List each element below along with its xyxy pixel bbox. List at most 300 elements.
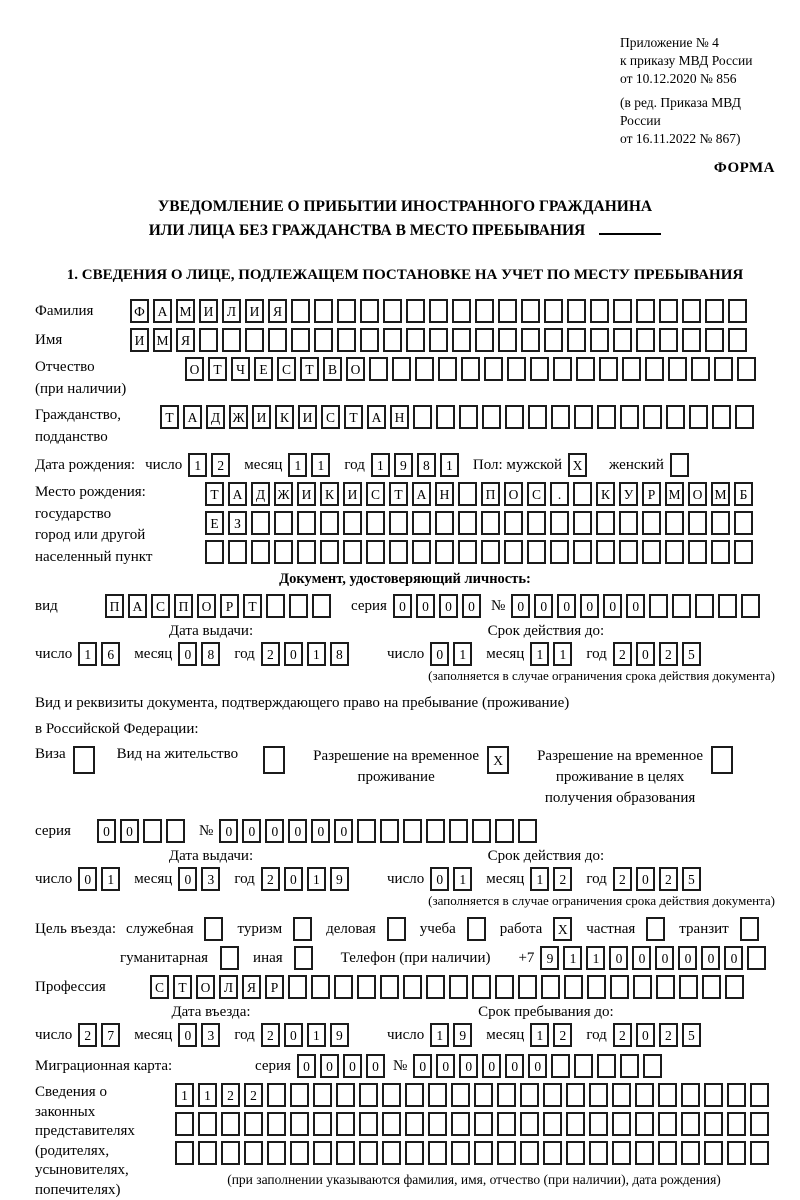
- cell-box[interactable]: [251, 511, 270, 535]
- cell-box[interactable]: [589, 1141, 608, 1165]
- cell-box[interactable]: [527, 540, 546, 564]
- cell-box[interactable]: [429, 328, 448, 352]
- cell-box[interactable]: Т: [205, 482, 224, 506]
- cell-box[interactable]: 0: [557, 594, 576, 618]
- cell-box[interactable]: Р: [265, 975, 284, 999]
- cell-box[interactable]: О: [196, 975, 215, 999]
- surname-field[interactable]: [130, 299, 751, 323]
- cell-box[interactable]: [681, 1083, 700, 1107]
- cell-box[interactable]: 1: [307, 867, 326, 891]
- cell-box[interactable]: [228, 540, 247, 564]
- cell-box[interactable]: [405, 1112, 424, 1136]
- birth-place-field-row3[interactable]: [205, 540, 757, 564]
- cell-box[interactable]: [642, 511, 661, 535]
- cell-box[interactable]: [428, 1112, 447, 1136]
- cell-box[interactable]: 1: [453, 867, 472, 891]
- cell-box[interactable]: [406, 299, 425, 323]
- cell-box[interactable]: 2: [613, 1023, 632, 1047]
- cell-box[interactable]: 0: [505, 1054, 524, 1078]
- cell-box[interactable]: [682, 299, 701, 323]
- birth-place-field-row1[interactable]: [205, 482, 757, 506]
- cell-box[interactable]: 9: [330, 867, 349, 891]
- cell-box[interactable]: [728, 299, 747, 323]
- residence-issue-day-field[interactable]: [78, 867, 124, 891]
- cell-box[interactable]: [357, 819, 376, 843]
- entry-day-field[interactable]: [78, 1023, 124, 1047]
- cell-box[interactable]: [567, 299, 586, 323]
- cell-box[interactable]: Т: [173, 975, 192, 999]
- cell-box[interactable]: [574, 1054, 593, 1078]
- cell-box[interactable]: [458, 482, 477, 506]
- cell-box[interactable]: О: [346, 357, 365, 381]
- cell-box[interactable]: 2: [553, 1023, 572, 1047]
- cell-box[interactable]: [520, 1112, 539, 1136]
- cell-box[interactable]: Л: [222, 299, 241, 323]
- cell-box[interactable]: 1: [188, 453, 207, 477]
- cell-box[interactable]: А: [367, 405, 386, 429]
- cell-box[interactable]: О: [185, 357, 204, 381]
- legal-reps-field-row2[interactable]: [175, 1112, 773, 1136]
- cell-box[interactable]: 9: [394, 453, 413, 477]
- cell-box[interactable]: К: [320, 482, 339, 506]
- cell-box[interactable]: [642, 540, 661, 564]
- cell-box[interactable]: К: [275, 405, 294, 429]
- cell-box[interactable]: [725, 975, 744, 999]
- cell-box[interactable]: Я: [268, 299, 287, 323]
- cell-box[interactable]: [573, 511, 592, 535]
- identity-valid-year-field[interactable]: [613, 642, 705, 666]
- legal-reps-field-row1[interactable]: [175, 1083, 773, 1107]
- cell-box[interactable]: А: [228, 482, 247, 506]
- cell-box[interactable]: [198, 1112, 217, 1136]
- cell-box[interactable]: 1: [288, 453, 307, 477]
- cell-box[interactable]: X: [553, 917, 572, 941]
- cell-box[interactable]: 0: [678, 946, 697, 970]
- cell-box[interactable]: [498, 299, 517, 323]
- cell-box[interactable]: 0: [439, 594, 458, 618]
- cell-box[interactable]: М: [153, 328, 172, 352]
- cell-box[interactable]: 0: [655, 946, 674, 970]
- residence-series-field[interactable]: [97, 819, 189, 843]
- cell-box[interactable]: [747, 946, 766, 970]
- cell-box[interactable]: 0: [632, 946, 651, 970]
- cell-box[interactable]: 0: [311, 819, 330, 843]
- cell-box[interactable]: С: [527, 482, 546, 506]
- cell-box[interactable]: [290, 1141, 309, 1165]
- temp-residence-checkbox[interactable]: [487, 746, 513, 774]
- cell-box[interactable]: 0: [636, 1023, 655, 1047]
- cell-box[interactable]: [293, 917, 312, 941]
- purpose-transit-checkbox[interactable]: [740, 917, 763, 941]
- cell-box[interactable]: [297, 511, 316, 535]
- cell-box[interactable]: [143, 819, 162, 843]
- cell-box[interactable]: 1: [101, 867, 120, 891]
- cell-box[interactable]: 2: [78, 1023, 97, 1047]
- cell-box[interactable]: О: [504, 482, 523, 506]
- cell-box[interactable]: [459, 405, 478, 429]
- purpose-humanitarian-checkbox[interactable]: [220, 946, 243, 970]
- cell-box[interactable]: 0: [265, 819, 284, 843]
- name-field[interactable]: [130, 328, 751, 352]
- cell-box[interactable]: [636, 328, 655, 352]
- cell-box[interactable]: 5: [682, 1023, 701, 1047]
- cell-box[interactable]: 1: [430, 1023, 449, 1047]
- cell-box[interactable]: 0: [724, 946, 743, 970]
- cell-box[interactable]: 1: [530, 642, 549, 666]
- cell-box[interactable]: 0: [297, 1054, 316, 1078]
- cell-box[interactable]: [505, 405, 524, 429]
- entry-month-field[interactable]: [178, 1023, 224, 1047]
- cell-box[interactable]: [343, 540, 362, 564]
- cell-box[interactable]: [612, 1083, 631, 1107]
- birth-day-field[interactable]: [188, 453, 234, 477]
- cell-box[interactable]: 0: [178, 1023, 197, 1047]
- cell-box[interactable]: [497, 1083, 516, 1107]
- cell-box[interactable]: 2: [613, 642, 632, 666]
- cell-box[interactable]: [244, 1141, 263, 1165]
- cell-box[interactable]: 0: [511, 594, 530, 618]
- cell-box[interactable]: [688, 511, 707, 535]
- identity-doc-series-field[interactable]: [393, 594, 485, 618]
- cell-box[interactable]: [551, 405, 570, 429]
- identity-valid-month-field[interactable]: [530, 642, 576, 666]
- migration-card-series-field[interactable]: [297, 1054, 389, 1078]
- cell-box[interactable]: [635, 1141, 654, 1165]
- cell-box[interactable]: Б: [734, 482, 753, 506]
- cell-box[interactable]: 0: [219, 819, 238, 843]
- cell-box[interactable]: [740, 917, 759, 941]
- cell-box[interactable]: [567, 328, 586, 352]
- cell-box[interactable]: .: [550, 482, 569, 506]
- cell-box[interactable]: 0: [178, 642, 197, 666]
- cell-box[interactable]: [750, 1141, 769, 1165]
- cell-box[interactable]: [504, 511, 523, 535]
- cell-box[interactable]: [704, 1141, 723, 1165]
- cell-box[interactable]: [205, 540, 224, 564]
- cell-box[interactable]: [553, 357, 572, 381]
- cell-box[interactable]: [244, 1112, 263, 1136]
- cell-box[interactable]: [649, 594, 668, 618]
- cell-box[interactable]: [727, 1083, 746, 1107]
- cell-box[interactable]: [619, 511, 638, 535]
- cell-box[interactable]: [221, 1112, 240, 1136]
- cell-box[interactable]: [429, 299, 448, 323]
- residence-valid-day-field[interactable]: [430, 867, 476, 891]
- cell-box[interactable]: 1: [440, 453, 459, 477]
- cell-box[interactable]: [274, 511, 293, 535]
- cell-box[interactable]: 0: [343, 1054, 362, 1078]
- cell-box[interactable]: [612, 1141, 631, 1165]
- cell-box[interactable]: [566, 1141, 585, 1165]
- legal-reps-field-row3[interactable]: [175, 1141, 773, 1165]
- cell-box[interactable]: [452, 299, 471, 323]
- cell-box[interactable]: [451, 1083, 470, 1107]
- cell-box[interactable]: [337, 299, 356, 323]
- cell-box[interactable]: 9: [540, 946, 559, 970]
- cell-box[interactable]: [472, 819, 491, 843]
- cell-box[interactable]: 2: [659, 1023, 678, 1047]
- cell-box[interactable]: С: [150, 975, 169, 999]
- cell-box[interactable]: 0: [534, 594, 553, 618]
- cell-box[interactable]: 0: [78, 867, 97, 891]
- cell-box[interactable]: [497, 1141, 516, 1165]
- birth-month-field[interactable]: [288, 453, 334, 477]
- cell-box[interactable]: [474, 1112, 493, 1136]
- cell-box[interactable]: [403, 819, 422, 843]
- cell-box[interactable]: [633, 975, 652, 999]
- cell-box[interactable]: [320, 540, 339, 564]
- cell-box[interactable]: [543, 1112, 562, 1136]
- identity-doc-kind-field[interactable]: [105, 594, 335, 618]
- cell-box[interactable]: [175, 1141, 194, 1165]
- cell-box[interactable]: 1: [453, 642, 472, 666]
- cell-box[interactable]: [251, 540, 270, 564]
- cell-box[interactable]: И: [130, 328, 149, 352]
- cell-box[interactable]: 0: [636, 642, 655, 666]
- cell-box[interactable]: Д: [251, 482, 270, 506]
- cell-box[interactable]: [659, 299, 678, 323]
- cell-box[interactable]: О: [197, 594, 216, 618]
- cell-box[interactable]: 0: [284, 642, 303, 666]
- stay-day-field[interactable]: [430, 1023, 476, 1047]
- cell-box[interactable]: [622, 357, 641, 381]
- identity-doc-number-field[interactable]: [511, 594, 764, 618]
- cell-box[interactable]: [551, 1054, 570, 1078]
- cell-box[interactable]: 0: [320, 1054, 339, 1078]
- cell-box[interactable]: [688, 540, 707, 564]
- cell-box[interactable]: [220, 946, 239, 970]
- birth-year-field[interactable]: [371, 453, 463, 477]
- cell-box[interactable]: [387, 917, 406, 941]
- cell-box[interactable]: [646, 917, 665, 941]
- cell-box[interactable]: С: [321, 405, 340, 429]
- cell-box[interactable]: 1: [563, 946, 582, 970]
- cell-box[interactable]: 0: [626, 594, 645, 618]
- cell-box[interactable]: Р: [220, 594, 239, 618]
- cell-box[interactable]: [449, 975, 468, 999]
- cell-box[interactable]: [589, 1112, 608, 1136]
- edu-residence-checkbox[interactable]: [711, 746, 737, 774]
- cell-box[interactable]: Т: [344, 405, 363, 429]
- cell-box[interactable]: [294, 946, 313, 970]
- cell-box[interactable]: [475, 299, 494, 323]
- cell-box[interactable]: [670, 453, 689, 477]
- cell-box[interactable]: [451, 1141, 470, 1165]
- cell-box[interactable]: 1: [78, 642, 97, 666]
- cell-box[interactable]: [474, 1083, 493, 1107]
- cell-box[interactable]: [166, 819, 185, 843]
- cell-box[interactable]: 0: [430, 867, 449, 891]
- cell-box[interactable]: [521, 328, 540, 352]
- cell-box[interactable]: [313, 1112, 332, 1136]
- cell-box[interactable]: [475, 328, 494, 352]
- cell-box[interactable]: 3: [201, 1023, 220, 1047]
- purpose-other-checkbox[interactable]: [294, 946, 317, 970]
- cell-box[interactable]: О: [688, 482, 707, 506]
- cell-box[interactable]: [573, 482, 592, 506]
- sex-male-checkbox[interactable]: [568, 453, 591, 477]
- birth-place-field-row2[interactable]: [205, 511, 757, 535]
- cell-box[interactable]: [734, 540, 753, 564]
- cell-box[interactable]: И: [245, 299, 264, 323]
- cell-box[interactable]: [412, 540, 431, 564]
- cell-box[interactable]: Е: [254, 357, 273, 381]
- cell-box[interactable]: [566, 1083, 585, 1107]
- cell-box[interactable]: 0: [178, 867, 197, 891]
- cell-box[interactable]: 7: [101, 1023, 120, 1047]
- cell-box[interactable]: [718, 594, 737, 618]
- cell-box[interactable]: 2: [553, 867, 572, 891]
- entry-year-field[interactable]: [261, 1023, 353, 1047]
- cell-box[interactable]: [599, 357, 618, 381]
- cell-box[interactable]: [245, 328, 264, 352]
- cell-box[interactable]: [521, 299, 540, 323]
- cell-box[interactable]: [704, 1112, 723, 1136]
- migration-card-number-field[interactable]: [413, 1054, 666, 1078]
- cell-box[interactable]: [198, 1141, 217, 1165]
- cell-box[interactable]: 0: [334, 819, 353, 843]
- cell-box[interactable]: [405, 1083, 424, 1107]
- cell-box[interactable]: [613, 328, 632, 352]
- cell-box[interactable]: [314, 299, 333, 323]
- cell-box[interactable]: [389, 511, 408, 535]
- cell-box[interactable]: Н: [435, 482, 454, 506]
- cell-box[interactable]: И: [252, 405, 271, 429]
- cell-box[interactable]: [566, 1112, 585, 1136]
- cell-box[interactable]: П: [174, 594, 193, 618]
- cell-box[interactable]: С: [277, 357, 296, 381]
- cell-box[interactable]: [343, 511, 362, 535]
- cell-box[interactable]: Р: [642, 482, 661, 506]
- cell-box[interactable]: [737, 357, 756, 381]
- cell-box[interactable]: [658, 1083, 677, 1107]
- cell-box[interactable]: [704, 1083, 723, 1107]
- cell-box[interactable]: [495, 819, 514, 843]
- purpose-private-checkbox[interactable]: [646, 917, 669, 941]
- cell-box[interactable]: [314, 328, 333, 352]
- cell-box[interactable]: Н: [390, 405, 409, 429]
- cell-box[interactable]: 0: [120, 819, 139, 843]
- cell-box[interactable]: [461, 357, 480, 381]
- cell-box[interactable]: 5: [682, 642, 701, 666]
- cell-box[interactable]: [564, 975, 583, 999]
- cell-box[interactable]: [382, 1141, 401, 1165]
- cell-box[interactable]: 0: [97, 819, 116, 843]
- cell-box[interactable]: [452, 328, 471, 352]
- cell-box[interactable]: [426, 975, 445, 999]
- cell-box[interactable]: [750, 1112, 769, 1136]
- cell-box[interactable]: [541, 975, 560, 999]
- cell-box[interactable]: 0: [603, 594, 622, 618]
- cell-box[interactable]: 0: [462, 594, 481, 618]
- cell-box[interactable]: Д: [206, 405, 225, 429]
- cell-box[interactable]: [659, 328, 678, 352]
- cell-box[interactable]: [359, 1083, 378, 1107]
- cell-box[interactable]: [360, 328, 379, 352]
- stay-month-field[interactable]: [530, 1023, 576, 1047]
- cell-box[interactable]: [550, 511, 569, 535]
- identity-issue-month-field[interactable]: [178, 642, 224, 666]
- cell-box[interactable]: [712, 405, 731, 429]
- cell-box[interactable]: И: [297, 482, 316, 506]
- cell-box[interactable]: 1: [175, 1083, 194, 1107]
- residence-valid-year-field[interactable]: [613, 867, 705, 891]
- cell-box[interactable]: 1: [371, 453, 390, 477]
- cell-box[interactable]: [689, 405, 708, 429]
- sex-female-checkbox[interactable]: [670, 453, 693, 477]
- cell-box[interactable]: [711, 746, 733, 774]
- cell-box[interactable]: [727, 1141, 746, 1165]
- cell-box[interactable]: С: [151, 594, 170, 618]
- cell-box[interactable]: [666, 405, 685, 429]
- cell-box[interactable]: [668, 357, 687, 381]
- cell-box[interactable]: [504, 540, 523, 564]
- cell-box[interactable]: [481, 511, 500, 535]
- cell-box[interactable]: 0: [459, 1054, 478, 1078]
- cell-box[interactable]: [383, 299, 402, 323]
- cell-box[interactable]: [359, 1141, 378, 1165]
- cell-box[interactable]: [589, 1083, 608, 1107]
- cell-box[interactable]: [474, 1141, 493, 1165]
- cell-box[interactable]: [544, 299, 563, 323]
- cell-box[interactable]: Ж: [274, 482, 293, 506]
- cell-box[interactable]: 2: [211, 453, 230, 477]
- cell-box[interactable]: [336, 1083, 355, 1107]
- cell-box[interactable]: [221, 1141, 240, 1165]
- cell-box[interactable]: [426, 819, 445, 843]
- patronymic-field[interactable]: [185, 357, 760, 381]
- cell-box[interactable]: [679, 975, 698, 999]
- cell-box[interactable]: 0: [528, 1054, 547, 1078]
- cell-box[interactable]: [428, 1141, 447, 1165]
- cell-box[interactable]: [635, 1083, 654, 1107]
- profession-field[interactable]: [150, 975, 748, 999]
- cell-box[interactable]: [711, 511, 730, 535]
- cell-box[interactable]: [587, 975, 606, 999]
- cell-box[interactable]: 1: [530, 867, 549, 891]
- cell-box[interactable]: 2: [261, 1023, 280, 1047]
- cell-box[interactable]: [267, 1083, 286, 1107]
- cell-box[interactable]: [550, 540, 569, 564]
- cell-box[interactable]: 0: [436, 1054, 455, 1078]
- cell-box[interactable]: Т: [208, 357, 227, 381]
- cell-box[interactable]: [458, 511, 477, 535]
- cell-box[interactable]: [268, 328, 287, 352]
- cell-box[interactable]: 2: [659, 642, 678, 666]
- cell-box[interactable]: [267, 1141, 286, 1165]
- cell-box[interactable]: [359, 1112, 378, 1136]
- cell-box[interactable]: [360, 299, 379, 323]
- cell-box[interactable]: В: [323, 357, 342, 381]
- cell-box[interactable]: [498, 328, 517, 352]
- cell-box[interactable]: [596, 540, 615, 564]
- cell-box[interactable]: [357, 975, 376, 999]
- cell-box[interactable]: 1: [307, 642, 326, 666]
- purpose-business-checkbox[interactable]: [387, 917, 410, 941]
- cell-box[interactable]: [467, 917, 486, 941]
- cell-box[interactable]: 0: [284, 1023, 303, 1047]
- cell-box[interactable]: [366, 511, 385, 535]
- cell-box[interactable]: [382, 1112, 401, 1136]
- cell-box[interactable]: У: [619, 482, 638, 506]
- cell-box[interactable]: [681, 1112, 700, 1136]
- identity-issue-year-field[interactable]: [261, 642, 353, 666]
- cell-box[interactable]: 0: [288, 819, 307, 843]
- cell-box[interactable]: [435, 511, 454, 535]
- cell-box[interactable]: Я: [176, 328, 195, 352]
- citizenship-field[interactable]: [160, 405, 758, 429]
- cell-box[interactable]: А: [412, 482, 431, 506]
